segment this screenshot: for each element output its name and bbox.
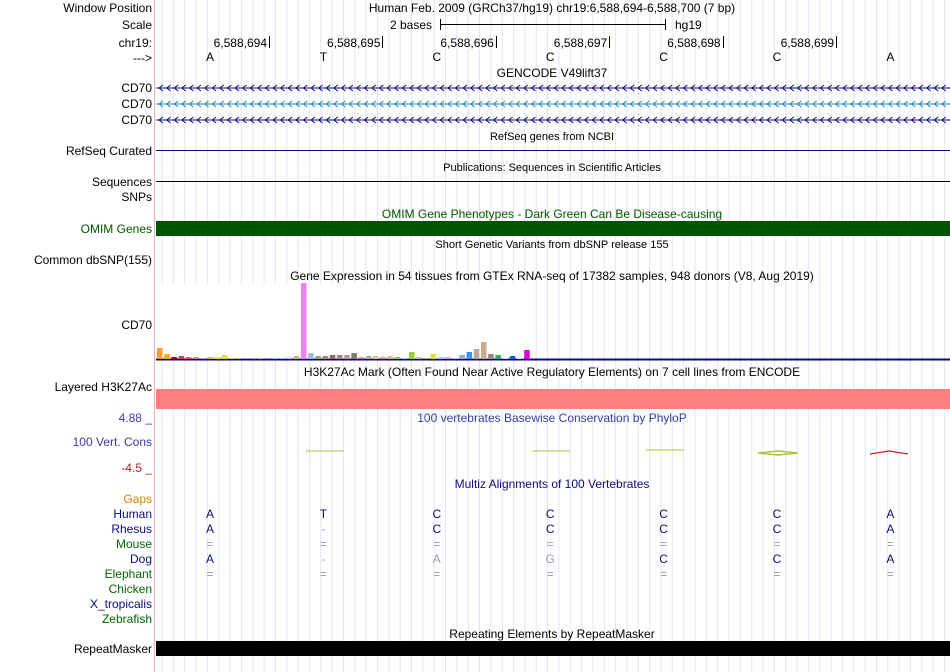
gtex-tissue-bar[interactable] <box>330 355 336 359</box>
label-column-separator <box>154 0 155 672</box>
h3k27ac-signal-bar[interactable] <box>156 389 950 409</box>
phylop-min-label: -4.5 _ <box>121 461 152 475</box>
ruler-position-label: 6,588,697 <box>553 36 608 50</box>
repeatmasker-bar[interactable] <box>156 641 950 656</box>
multiz-base: C <box>659 507 668 521</box>
gtex-tissue-bar[interactable] <box>474 349 480 359</box>
gtex-tissue-bar[interactable] <box>373 356 379 359</box>
ruler-tick <box>836 36 837 48</box>
gtex-tissue-bar[interactable] <box>488 354 494 359</box>
gtex-tissue-bar[interactable] <box>395 357 401 359</box>
base-letter: A <box>886 50 895 64</box>
gtex-tissue-bar[interactable] <box>459 355 465 359</box>
repeatmasker-label[interactable]: RepeatMasker <box>73 642 152 656</box>
gtex-tissue-bar[interactable] <box>423 358 429 359</box>
multiz-base: = <box>206 537 214 551</box>
multiz-base: C <box>659 552 668 566</box>
ruler-position-label: 6,588,698 <box>667 36 721 50</box>
refseq-transcript-line[interactable] <box>156 150 950 151</box>
gencode-label-2[interactable]: CD70 <box>121 97 152 111</box>
multiz-base: G <box>545 552 555 566</box>
multiz-base: C <box>432 507 442 521</box>
multiz-base: A <box>205 552 215 566</box>
gtex-tissue-bar[interactable] <box>323 356 329 359</box>
gtex-tissue-bar[interactable] <box>510 356 516 359</box>
gtex-tissue-bar[interactable] <box>402 358 408 359</box>
scale-bar-right-tick <box>665 19 666 30</box>
gtex-tissue-bar[interactable] <box>215 357 221 359</box>
ruler-tick <box>382 36 383 48</box>
sequences-label[interactable]: Sequences <box>91 175 152 189</box>
ruler-position-label: 6,588,699 <box>780 36 834 50</box>
multiz-base: = <box>319 567 327 581</box>
multiz-base: C <box>772 522 782 536</box>
gtex-tissue-bar[interactable] <box>409 352 415 359</box>
gtex-tissue-bar[interactable] <box>301 283 307 359</box>
gtex-tissue-bar[interactable] <box>431 354 437 359</box>
ruler-position-label: 6,588,694 <box>213 36 267 50</box>
base-letter: C <box>545 50 555 64</box>
multiz-base: A <box>886 552 895 566</box>
chrom-label[interactable]: chr19: <box>118 36 152 50</box>
gtex-tissue-bar[interactable] <box>186 357 192 359</box>
gtex-tissue-bar[interactable] <box>179 356 185 359</box>
gtex-tissue-bar[interactable] <box>524 350 530 359</box>
refseq-label[interactable]: RefSeq Curated <box>65 144 152 158</box>
gtex-tissue-bar[interactable] <box>222 355 228 359</box>
gtex-tissue-bar[interactable] <box>359 357 365 359</box>
multiz-species-label[interactable]: Zebrafish <box>101 612 152 626</box>
omim-title: OMIM Gene Phenotypes - Dark Green Can Be Disease-causing <box>381 207 723 221</box>
multiz-species-label[interactable]: Rhesus <box>111 522 152 536</box>
multiz-base: C <box>659 522 668 536</box>
scale-db: hg19 <box>675 18 702 32</box>
gtex-tissue-bar[interactable] <box>171 357 177 359</box>
multiz-species-label[interactable]: Gaps <box>123 492 152 506</box>
gtex-tissue-bar[interactable] <box>380 357 386 359</box>
base-letter: C <box>772 50 782 64</box>
multiz-base: = <box>319 537 327 551</box>
multiz-base: = <box>886 567 894 581</box>
assembly-position-text[interactable]: Human Feb. 2009 (GRCh37/hg19) chr19:6,588,694-6,588,700 (7 bp) <box>368 1 736 15</box>
multiz-base: C <box>545 507 555 521</box>
scale-text: 2 bases <box>390 18 433 32</box>
gtex-tissue-bar[interactable] <box>287 357 293 359</box>
multiz-species-label[interactable]: X_tropicalis <box>89 597 152 611</box>
gtex-tissue-bar[interactable] <box>452 358 458 359</box>
multiz-species-label[interactable]: Mouse <box>115 537 152 551</box>
scale-bar <box>440 24 666 25</box>
gtex-tissue-bar[interactable] <box>366 356 372 359</box>
gtex-tissue-bar[interactable] <box>164 354 170 359</box>
gtex-tissue-bar[interactable] <box>251 358 257 359</box>
omim-label[interactable]: OMIM Genes <box>80 222 152 236</box>
gtex-tissue-bar[interactable] <box>308 353 314 359</box>
gtex-tissue-bar[interactable] <box>481 342 487 359</box>
phylop-mark <box>758 451 798 455</box>
multiz-base: = <box>546 567 554 581</box>
multiz-base: A <box>205 507 215 521</box>
gtex-tissue-bar[interactable] <box>229 358 235 359</box>
gtex-tissue-bar[interactable] <box>193 357 199 359</box>
dbsnp-label[interactable]: Common dbSNP(155) <box>33 253 152 267</box>
gtex-tissue-bar[interactable] <box>243 358 249 359</box>
multiz-base: - <box>321 522 326 536</box>
phylop-label[interactable]: 100 Vert. Cons <box>72 435 152 449</box>
sequences-line[interactable] <box>156 181 950 182</box>
gtex-tissue-bar[interactable] <box>279 358 285 359</box>
multiz-species-label[interactable]: Chicken <box>108 582 152 596</box>
gtex-tissue-bar[interactable] <box>200 358 206 359</box>
multiz-base: C <box>772 552 782 566</box>
repeatmasker-title: Repeating Elements by RepeatMasker <box>449 627 655 641</box>
gtex-tissue-bar[interactable] <box>517 358 523 359</box>
gtex-tissue-bar[interactable] <box>416 357 422 359</box>
snps-label[interactable]: SNPs <box>121 190 152 204</box>
window-position-label: Window Position <box>63 1 152 15</box>
base-letter: C <box>432 50 442 64</box>
phylop-max-label: 4.88 _ <box>118 411 152 425</box>
h3k27ac-label[interactable]: Layered H3K27Ac <box>54 380 152 394</box>
multiz-base: C <box>432 522 442 536</box>
publications-title: Publications: Sequences in Scientific Articles <box>443 162 661 174</box>
gencode-label-1[interactable]: CD70 <box>121 81 152 95</box>
gtex-tissue-bar[interactable] <box>236 358 242 359</box>
phylop-title: 100 vertebrates Basewise Conservation by PhyloP <box>417 411 687 425</box>
ruler-position-label: 6,588,696 <box>440 36 494 50</box>
ruler-tick <box>496 36 497 48</box>
phylop-mark <box>870 451 908 454</box>
gtex-tissue-bar[interactable] <box>387 356 393 359</box>
multiz-base: = <box>546 537 554 551</box>
multiz-base: = <box>433 537 441 551</box>
scale-label: Scale <box>121 18 152 32</box>
gtex-title: Gene Expression in 54 tissues from GTEx RNA-seq of 17382 samples, 948 donors (V8, Aug 2019) <box>290 269 814 283</box>
ruler-tick <box>723 36 724 48</box>
multiz-base: A <box>432 552 441 566</box>
phylop-signal[interactable] <box>156 440 950 464</box>
gtex-tissue-bar[interactable] <box>265 358 271 359</box>
multiz-base: = <box>660 567 668 581</box>
multiz-base: - <box>321 552 326 566</box>
h3k27ac-title: H3K27Ac Mark (Often Found Near Active Regulatory Elements) on 7 cell lines from ENCODE <box>303 365 801 379</box>
multiz-base: A <box>886 507 895 521</box>
multiz-base: C <box>545 522 555 536</box>
multiz-species-label[interactable]: Elephant <box>104 567 152 581</box>
multiz-base: T <box>319 507 328 521</box>
gtex-tissue-bar[interactable] <box>438 357 444 359</box>
multiz-base: = <box>773 537 781 551</box>
multiz-species-label[interactable]: Human <box>113 507 152 521</box>
dbsnp-title: Short Genetic Variants from dbSNP release 155 <box>435 239 669 251</box>
base-letter: C <box>659 50 668 64</box>
gtex-tissue-bar[interactable] <box>445 357 451 359</box>
gtex-tissue-bar[interactable] <box>351 353 357 359</box>
strand-label[interactable]: ---> <box>133 51 152 65</box>
base-letter: T <box>319 50 328 64</box>
multiz-base: A <box>205 522 215 536</box>
gtex-tissue-bar[interactable] <box>503 358 509 359</box>
gtex-tissue-bar[interactable] <box>157 348 163 359</box>
multiz-base: = <box>886 537 894 551</box>
gtex-tissue-bar[interactable] <box>344 355 350 359</box>
multiz-base: = <box>433 567 441 581</box>
gencode-transcripts[interactable] <box>156 82 950 128</box>
gencode-title: GENCODE V49lift37 <box>496 66 608 80</box>
refseq-title: RefSeq genes from NCBI <box>489 131 615 143</box>
gtex-chart[interactable] <box>156 282 950 362</box>
ruler-tick <box>269 36 270 48</box>
multiz-base: A <box>886 522 895 536</box>
multiz-title: Multiz Alignments of 100 Vertebrates <box>454 477 650 491</box>
gtex-tissue-bar[interactable] <box>207 357 213 359</box>
multiz-base: C <box>772 507 782 521</box>
gtex-tissue-bar[interactable] <box>294 356 300 359</box>
scale-bar-left-tick <box>440 19 441 30</box>
base-letter: A <box>205 50 215 64</box>
multiz-base: = <box>660 537 668 551</box>
multiz-species-label[interactable]: Dog <box>129 552 152 566</box>
gtex-tissue-bar[interactable] <box>272 358 278 359</box>
gtex-tissue-bar[interactable] <box>315 356 321 359</box>
gtex-tissue-bar[interactable] <box>495 355 501 359</box>
gtex-tissue-bar[interactable] <box>258 358 264 359</box>
omim-gene-bar[interactable] <box>156 221 950 236</box>
gtex-label[interactable]: CD70 <box>121 318 152 332</box>
ruler-position-label: 6,588,695 <box>327 36 381 50</box>
multiz-base: = <box>773 567 781 581</box>
multiz-base: = <box>206 567 214 581</box>
ruler-tick <box>609 36 610 48</box>
gencode-label-3[interactable]: CD70 <box>121 113 152 127</box>
gtex-tissue-bar[interactable] <box>337 355 343 359</box>
gtex-tissue-bar[interactable] <box>467 352 473 359</box>
